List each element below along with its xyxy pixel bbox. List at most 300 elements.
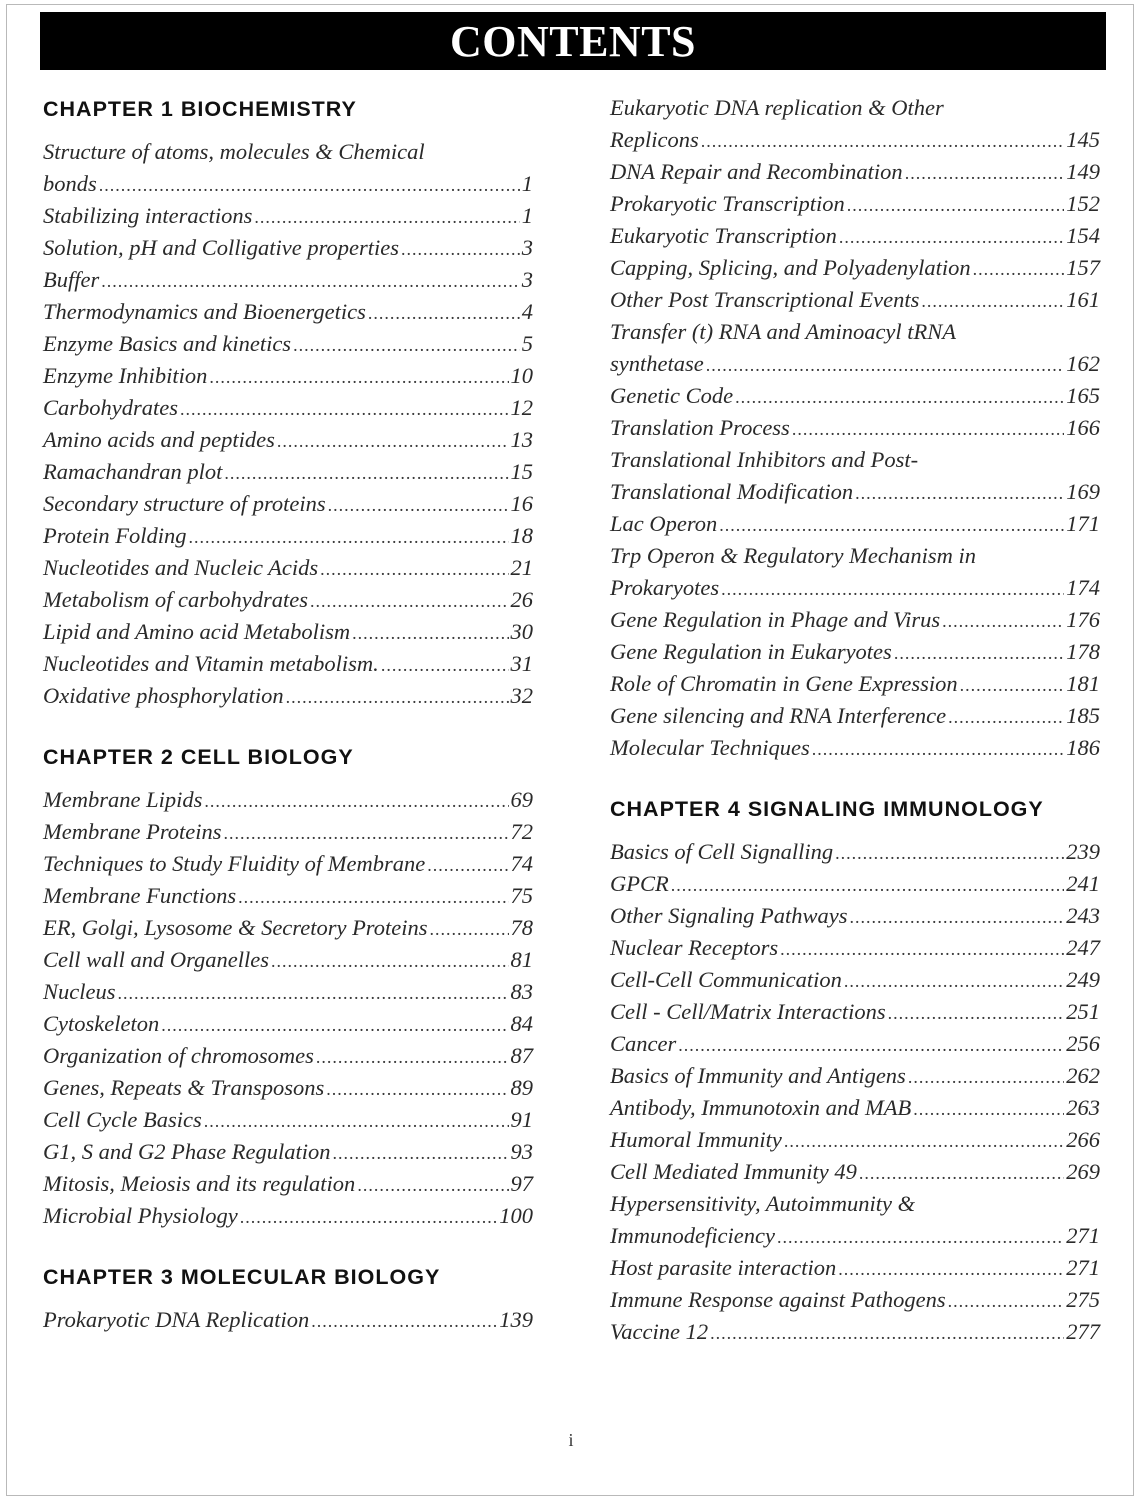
dot-leader xyxy=(792,413,1064,445)
toc-entry-line xyxy=(610,996,1100,1028)
toc-entry-title: Organization of chromosomes xyxy=(43,1043,314,1068)
toc-entry-title: Basics of Immunity and Antigens xyxy=(610,1063,906,1088)
toc-entry-title-cont: Replicons xyxy=(610,127,699,152)
toc-entry-title: Lipid and Amino acid Metabolism xyxy=(43,619,351,644)
dot-leader xyxy=(254,201,519,233)
toc-page-number: 1 xyxy=(521,203,533,228)
toc-entry xyxy=(43,680,533,712)
toc-entry-title: G1, S and G2 Phase Regulation xyxy=(43,1139,331,1164)
toc-entry xyxy=(610,92,1100,156)
page-title: CONTENTS xyxy=(449,16,697,66)
toc-page-number: 3 xyxy=(521,235,533,260)
toc-entry-line xyxy=(610,1092,1100,1124)
toc-page-number: 87 xyxy=(510,1043,533,1068)
toc-entry xyxy=(610,900,1100,932)
toc-entry xyxy=(43,944,533,976)
toc-entry-title: Cell wall and Organelles xyxy=(43,947,270,972)
dot-leader xyxy=(161,1009,508,1041)
toc-entry xyxy=(43,424,533,456)
toc-entry xyxy=(610,156,1100,188)
toc-entry-line xyxy=(43,296,533,328)
dot-leader xyxy=(332,1137,508,1169)
toc-entry xyxy=(610,252,1100,284)
toc-entry-title: Techniques to Study Fluidity of Membrane xyxy=(43,851,426,876)
toc-entry-line xyxy=(610,668,1100,700)
toc-page-number: 89 xyxy=(510,1075,533,1100)
toc-entry xyxy=(610,636,1100,668)
toc-entry-title: Buffer xyxy=(43,267,100,292)
toc-entry-title: Hypersensitivity, Autoimmunity & xyxy=(610,1191,916,1216)
toc-page-number: 162 xyxy=(1066,351,1100,376)
toc-entry-title: Lac Operon xyxy=(610,511,718,536)
toc-page-number: 81 xyxy=(510,947,533,972)
toc-entry-line xyxy=(610,412,1100,444)
dot-leader xyxy=(838,1253,1064,1285)
dot-leader xyxy=(894,637,1064,669)
toc-entry xyxy=(43,456,533,488)
toc-entry-title: Other Signaling Pathways xyxy=(610,903,848,928)
toc-entry-title: Role of Chromatin in Gene Expression xyxy=(610,671,958,696)
toc-entry-line xyxy=(610,1316,1100,1348)
toc-entry-line xyxy=(610,636,1100,668)
dot-leader xyxy=(735,381,1064,413)
toc-entry-title: Membrane Lipids xyxy=(43,787,203,812)
toc-page-number: 247 xyxy=(1066,935,1100,960)
toc-page-number: 139 xyxy=(499,1307,533,1332)
toc-entry-line xyxy=(43,1136,533,1168)
toc-entry-title: Nucleus xyxy=(43,979,116,1004)
toc-entry-line xyxy=(610,1220,1100,1252)
toc-entry-title: Protein Folding xyxy=(43,523,187,548)
toc-entry-title-cont: Immunodeficiency xyxy=(610,1223,775,1248)
toc-entry xyxy=(43,848,533,880)
toc-entry-line xyxy=(43,648,533,680)
toc-entry-title: Gene silencing and RNA Interference xyxy=(610,703,947,728)
toc-entry xyxy=(610,1156,1100,1188)
toc-entry-line xyxy=(43,880,533,912)
toc-entry xyxy=(43,520,533,552)
toc-entry-line xyxy=(43,264,533,296)
toc-entry-title: Nucleotides and Nucleic Acids xyxy=(43,555,319,580)
toc-page-number: 165 xyxy=(1066,383,1100,408)
dot-leader xyxy=(948,701,1064,733)
toc-entry-line xyxy=(43,1072,533,1104)
toc-page-number: 249 xyxy=(1066,967,1100,992)
toc-entry xyxy=(610,604,1100,636)
toc-entry-title: DNA Repair and Recombination xyxy=(610,159,903,184)
toc-entry xyxy=(43,1200,533,1232)
toc-page-number: 100 xyxy=(499,1203,533,1228)
toc-entry-title: ER, Golgi, Lysosome & Secretory Proteins xyxy=(43,915,428,940)
toc-entry-title: Thermodynamics and Bioenergetics xyxy=(43,299,366,324)
toc-entry-line xyxy=(43,1008,533,1040)
toc-page-number: 263 xyxy=(1066,1095,1100,1120)
toc-entry-line xyxy=(43,1040,533,1072)
dot-leader xyxy=(316,1041,509,1073)
toc-entry-line xyxy=(610,868,1100,900)
toc-entry-line xyxy=(610,1028,1100,1060)
toc-page-number: 266 xyxy=(1066,1127,1100,1152)
toc-entry-title: Microbial Physiology xyxy=(43,1203,238,1228)
toc-entry xyxy=(43,1168,533,1200)
toc-entry-title: Immune Response against Pathogens xyxy=(610,1287,946,1312)
toc-page-number: 13 xyxy=(510,427,533,452)
dot-leader xyxy=(204,785,508,817)
toc-page-number: 69 xyxy=(510,787,533,812)
toc-entry xyxy=(610,1092,1100,1124)
toc-page-number: 1 xyxy=(521,171,533,196)
toc-page-number: 72 xyxy=(510,819,533,844)
chapter-heading: CHAPTER 3 MOLECULAR BIOLOGY xyxy=(43,1265,441,1289)
toc-entry xyxy=(610,508,1100,540)
toc-entry-line xyxy=(610,348,1100,380)
toc-entry-line xyxy=(43,392,533,424)
toc-entry xyxy=(43,488,533,520)
toc-entry-title: Basics of Cell Signalling xyxy=(610,839,834,864)
toc-entry-line xyxy=(610,220,1100,252)
toc-page-number: 5 xyxy=(521,331,533,356)
toc-entry-line xyxy=(43,456,533,488)
toc-entry xyxy=(43,1040,533,1072)
toc-entry-line xyxy=(43,328,533,360)
dot-leader xyxy=(948,1285,1065,1317)
dot-leader xyxy=(839,221,1064,253)
toc-entry xyxy=(610,380,1100,412)
dot-leader xyxy=(209,361,508,393)
toc-entry-line xyxy=(43,552,533,584)
toc-entry-line xyxy=(610,316,1100,348)
dot-leader xyxy=(942,605,1064,637)
toc-entry-line xyxy=(610,508,1100,540)
toc-page-number: 145 xyxy=(1066,127,1100,152)
toc-entry-line xyxy=(610,1060,1100,1092)
dot-leader xyxy=(784,1125,1064,1157)
toc-entry-title: Membrane Proteins xyxy=(43,819,222,844)
toc-entry xyxy=(43,584,533,616)
toc-entry xyxy=(43,816,533,848)
dot-leader xyxy=(706,349,1065,381)
toc-entry xyxy=(43,232,533,264)
toc-entry-title: Enzyme Inhibition xyxy=(43,363,208,388)
dot-leader xyxy=(238,881,508,913)
toc-entry-line xyxy=(43,784,533,816)
toc-entry-title: GPCR xyxy=(610,871,669,896)
toc-page-number: 251 xyxy=(1066,999,1100,1024)
dot-leader xyxy=(189,521,509,553)
toc-page-number: 166 xyxy=(1066,415,1100,440)
toc-entry-title-cont: Translational Modification xyxy=(610,479,854,504)
toc-page-number: 243 xyxy=(1066,903,1100,928)
toc-entry-title: Translation Process xyxy=(610,415,790,440)
chapter-heading: CHAPTER 4 SIGNALING IMMUNOLOGY xyxy=(610,797,1044,821)
toc-entry-line xyxy=(610,284,1100,316)
toc-entry xyxy=(610,1124,1100,1156)
toc-entry-title: Prokaryotic DNA Replication xyxy=(43,1307,310,1332)
toc-page-number: 83 xyxy=(510,979,533,1004)
toc-entry xyxy=(43,648,533,680)
toc-page-number: 256 xyxy=(1066,1031,1100,1056)
toc-entry xyxy=(610,700,1100,732)
toc-page-number: 181 xyxy=(1066,671,1100,696)
dot-leader xyxy=(960,669,1065,701)
toc-page-number: 15 xyxy=(510,459,533,484)
left-column xyxy=(43,92,533,1336)
toc-page-number: 31 xyxy=(510,651,533,676)
section-spacer xyxy=(610,764,1100,792)
toc-entry xyxy=(610,444,1100,508)
toc-entry xyxy=(610,732,1100,764)
toc-entry-line xyxy=(610,900,1100,932)
toc-page-number: 16 xyxy=(510,491,533,516)
toc-entry-line xyxy=(610,380,1100,412)
toc-entry-line xyxy=(610,572,1100,604)
toc-entry xyxy=(610,1060,1100,1092)
dot-leader xyxy=(850,901,1065,933)
toc-entry-title-cont: Prokaryotes xyxy=(610,575,720,600)
toc-entry xyxy=(43,976,533,1008)
toc-entry-line xyxy=(610,252,1100,284)
dot-leader xyxy=(401,233,520,265)
toc-page-number: 174 xyxy=(1066,575,1100,600)
contents-banner xyxy=(40,12,1106,70)
toc-entry xyxy=(610,1316,1100,1348)
dot-leader xyxy=(224,457,508,489)
toc-entry-line xyxy=(43,520,533,552)
toc-entry-line xyxy=(43,616,533,648)
toc-entry xyxy=(610,836,1100,868)
toc-entry-title: Cell Mediated Immunity 49 xyxy=(610,1159,857,1184)
toc-page-number: 84 xyxy=(510,1011,533,1036)
toc-entry-title: Cytoskeleton xyxy=(43,1011,160,1036)
toc-page-number: 18 xyxy=(510,523,533,548)
toc-entry-title: Genetic Code xyxy=(610,383,734,408)
toc-page-number: 239 xyxy=(1066,839,1100,864)
dot-leader xyxy=(908,1061,1064,1093)
toc-entry-line xyxy=(43,1304,533,1336)
toc-page-number: 161 xyxy=(1066,287,1100,312)
dot-leader xyxy=(328,489,509,521)
toc-entry-line xyxy=(610,1284,1100,1316)
toc-entry-line xyxy=(610,92,1100,124)
toc-entry xyxy=(43,912,533,944)
dot-leader xyxy=(277,425,509,457)
dot-leader xyxy=(973,253,1065,285)
toc-entry-title: Host parasite interaction xyxy=(610,1255,837,1280)
toc-entry xyxy=(610,540,1100,604)
toc-page-number: 32 xyxy=(510,683,533,708)
dot-leader xyxy=(710,1317,1064,1349)
toc-entry xyxy=(43,136,533,200)
toc-entry xyxy=(610,668,1100,700)
toc-page-number: 75 xyxy=(510,883,533,908)
toc-entry-title: Carbohydrates xyxy=(43,395,178,420)
dot-leader xyxy=(678,1029,1064,1061)
toc-entry xyxy=(43,1104,533,1136)
toc-entry-line xyxy=(43,584,533,616)
dot-leader xyxy=(180,393,509,425)
toc-entry-line xyxy=(610,1156,1100,1188)
toc-entry-title: Cell Cycle Basics xyxy=(43,1107,202,1132)
toc-entry-title: Nucleotides and Vitamin metabolism. xyxy=(43,651,379,676)
toc-entry-title: Nuclear Receptors xyxy=(610,935,779,960)
toc-page-number: 154 xyxy=(1066,223,1100,248)
toc-page-number: 185 xyxy=(1066,703,1100,728)
dot-leader xyxy=(293,329,520,361)
toc-entry-line xyxy=(43,424,533,456)
toc-page-number: 157 xyxy=(1066,255,1100,280)
toc-entry-line xyxy=(610,604,1100,636)
toc-entry xyxy=(43,616,533,648)
toc-entry xyxy=(610,964,1100,996)
toc-entry-line xyxy=(610,1252,1100,1284)
dot-leader xyxy=(427,849,508,881)
toc-page-number: 21 xyxy=(510,555,533,580)
toc-entry-title: Secondary structure of proteins xyxy=(43,491,326,516)
toc-entry-title: Transfer (t) RNA and Aminoacyl tRNA xyxy=(610,319,957,344)
dot-leader xyxy=(835,837,1064,869)
toc-entry xyxy=(43,784,533,816)
toc-entry-title: Gene Regulation in Phage and Virus xyxy=(610,607,941,632)
toc-entry xyxy=(610,284,1100,316)
dot-leader xyxy=(204,1105,509,1137)
toc-page-number: 91 xyxy=(510,1107,533,1132)
toc-entry-line xyxy=(610,476,1100,508)
toc-entry-line xyxy=(610,836,1100,868)
dot-leader xyxy=(357,1169,508,1201)
toc-entry-title: Stabilizing interactions xyxy=(43,203,253,228)
dot-leader xyxy=(777,1221,1064,1253)
toc-page-number: 93 xyxy=(510,1139,533,1164)
toc-entry-title: Vaccine 12 xyxy=(610,1319,709,1344)
toc-entry-title: Ramachandran plot xyxy=(43,459,223,484)
chapter-heading: CHAPTER 2 CELL BIOLOGY xyxy=(43,745,354,769)
dot-leader xyxy=(286,681,509,713)
toc-entry xyxy=(43,1072,533,1104)
dot-leader xyxy=(888,997,1065,1029)
dot-leader xyxy=(719,509,1064,541)
toc-entry xyxy=(610,996,1100,1028)
dot-leader xyxy=(859,1157,1064,1189)
toc-entry xyxy=(43,200,533,232)
toc-page-number: 277 xyxy=(1066,1319,1100,1344)
dot-leader xyxy=(671,869,1065,901)
section-spacer xyxy=(43,1232,533,1260)
dot-leader xyxy=(118,977,509,1009)
toc-entry-line xyxy=(610,1188,1100,1220)
toc-page-number: 169 xyxy=(1066,479,1100,504)
toc-entry-title: Prokaryotic Transcription xyxy=(610,191,845,216)
toc-entry xyxy=(43,296,533,328)
toc-entry-title: Enzyme Basics and kinetics xyxy=(43,331,292,356)
toc-entry xyxy=(43,552,533,584)
toc-entry xyxy=(610,932,1100,964)
toc-entry-line xyxy=(610,444,1100,476)
toc-entry-line xyxy=(610,188,1100,220)
toc-entry-title: Eukaryotic Transcription xyxy=(610,223,837,248)
dot-leader xyxy=(844,965,1064,997)
toc-entry-title-cont: synthetase xyxy=(610,351,704,376)
toc-entry xyxy=(610,1284,1100,1316)
page-number: i xyxy=(568,1430,574,1450)
toc-entry-title: Metabolism of carbohydrates xyxy=(43,587,308,612)
toc-entry xyxy=(610,412,1100,444)
dot-leader xyxy=(224,817,509,849)
toc-entry xyxy=(43,392,533,424)
toc-page-number: 176 xyxy=(1066,607,1100,632)
toc-entry-title: Cancer xyxy=(610,1031,677,1056)
toc-entry-title: Eukaryotic DNA replication & Other xyxy=(610,95,944,120)
toc-entry-line xyxy=(43,680,533,712)
toc-page-number: 271 xyxy=(1066,1255,1100,1280)
toc-entry xyxy=(43,1008,533,1040)
toc-entry-line xyxy=(43,1200,533,1232)
dot-leader xyxy=(429,913,508,945)
toc-page-number: 12 xyxy=(510,395,533,420)
toc-page-number: 241 xyxy=(1066,871,1100,896)
toc-entry-title: Solution, pH and Colligative properties xyxy=(43,235,400,260)
toc-entry-line xyxy=(610,932,1100,964)
toc-entry xyxy=(610,1188,1100,1252)
toc-entry-line xyxy=(43,232,533,264)
toc-entry-title: Molecular Techniques xyxy=(610,735,810,760)
chapter-heading: CHAPTER 1 BIOCHEMISTRY xyxy=(43,97,357,121)
dot-leader xyxy=(921,285,1064,317)
toc-entry-title: Translational Inhibitors and Post- xyxy=(610,447,919,472)
dot-leader xyxy=(847,189,1064,221)
toc-page-number: 186 xyxy=(1066,735,1100,760)
toc-entry-line xyxy=(43,816,533,848)
toc-entry-title: Membrane Functions xyxy=(43,883,237,908)
toc-entry-line xyxy=(43,1168,533,1200)
toc-entry xyxy=(610,1028,1100,1060)
toc-entry-line xyxy=(43,200,533,232)
toc-entry-title-cont: bonds xyxy=(43,171,97,196)
toc-entry xyxy=(43,264,533,296)
dot-leader xyxy=(320,553,508,585)
toc-entry-line xyxy=(43,976,533,1008)
section-spacer xyxy=(43,712,533,740)
toc-entry xyxy=(610,220,1100,252)
toc-page-number: 275 xyxy=(1066,1287,1100,1312)
dot-leader xyxy=(368,297,520,329)
dot-leader xyxy=(310,585,509,617)
toc-page-number: 10 xyxy=(510,363,533,388)
toc-entry-title: Gene Regulation in Eukaryotes xyxy=(610,639,892,664)
toc-entry-title: Oxidative phosphorylation xyxy=(43,683,284,708)
toc-page-number: 171 xyxy=(1066,511,1100,536)
dot-leader xyxy=(99,169,520,201)
toc-entry-title: Humoral Immunity xyxy=(610,1127,782,1152)
toc-entry-line xyxy=(43,360,533,392)
dot-leader xyxy=(101,265,520,297)
toc-entry-line xyxy=(610,540,1100,572)
dot-leader xyxy=(905,157,1065,189)
toc-entry-line xyxy=(43,944,533,976)
dot-leader xyxy=(701,125,1065,157)
dot-leader xyxy=(855,477,1064,509)
toc-entry-title: Trp Operon & Regulatory Mechanism in xyxy=(610,543,977,568)
dot-leader xyxy=(352,617,508,649)
dot-leader xyxy=(812,733,1064,765)
dot-leader xyxy=(311,1305,497,1337)
toc-entry-line xyxy=(43,912,533,944)
toc-entry xyxy=(610,868,1100,900)
toc-entry-title: Cell-Cell Communication xyxy=(610,967,842,992)
toc-entry xyxy=(610,188,1100,220)
toc-page-number: 271 xyxy=(1066,1223,1100,1248)
toc-entry xyxy=(43,360,533,392)
toc-page-number: 269 xyxy=(1066,1159,1100,1184)
